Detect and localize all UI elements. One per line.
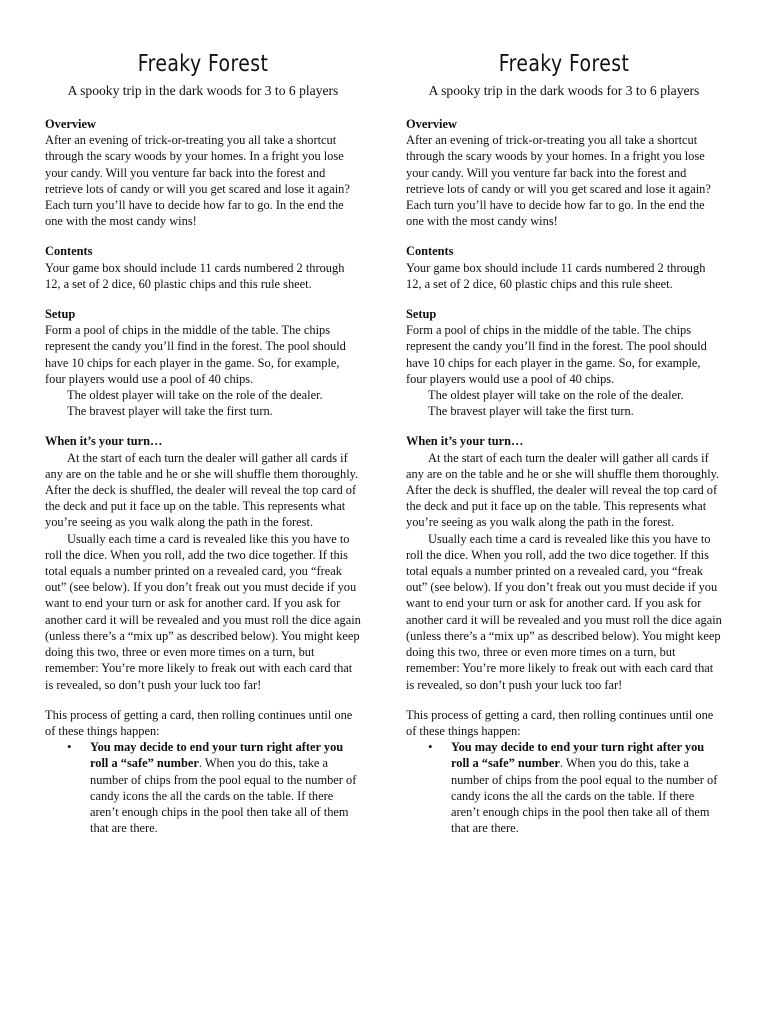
overview-heading: Overview <box>45 117 96 131</box>
turn-section <box>406 433 722 692</box>
setup-paragraph-pool: Form a pool of chips in the middle of the table. The chips represent the candy you’ll find in the forest. The pool should have 10 chips for each player in the game. So, for example, four players would use a pool of 40 chips. <box>406 323 707 386</box>
rules-column-right <box>406 48 722 836</box>
process-section <box>406 707 722 837</box>
setup-paragraph-pool: Form a pool of chips in the middle of the table. The chips represent the candy you’ll find in the forest. The pool should have 10 chips for each player in the game. So, for example, four players would use a pool of 40 chips. <box>45 323 346 386</box>
process-section <box>45 707 361 837</box>
setup-paragraph-first-turn: The bravest player will take the first turn. <box>428 404 634 419</box>
turn-heading: When it’s your turn… <box>45 434 163 449</box>
turn-paragraph-dice: Usually each time a card is revealed like this you have to roll the dice. When you roll, add the two dice together. If this total equals a number printed on a revealed card, you “freak out” (see below). If you don’t freak out you must decide if you want to end your turn or ask for another card. If you ask for another card it will be revealed and you must roll the dice again (unless there’s a “mix up” as described below). You might keep doing this two, three or even more times on a turn, but remember: You’re more likely to freak out with each card that is revealed, so don’t push your luck too far! <box>45 531 361 692</box>
overview-text: After an evening of trick-or-treating you all take a shortcut through the scary woods by your homes. In a fright you lose your candy. Will you venture far back into the forest and retrieve lots of candy or will you get scared and lose it again? Each turn you’ll have to decide how far to go. In the end the one with the most candy wins! <box>406 133 711 229</box>
rules-column-left <box>45 48 361 836</box>
setup-section <box>406 306 722 419</box>
contents-text: Your game box should include 11 cards numbered 2 through 12, a set of 2 dice, 60 plastic chips and this rule sheet. <box>45 260 345 291</box>
bullet-icon: • <box>428 739 433 755</box>
process-text: This process of getting a card, then rolling continues until one of these things happen: <box>45 707 353 738</box>
turn-paragraph-dice: Usually each time a card is revealed like this you have to roll the dice. When you roll, add the two dice together. If this total equals a number printed on a revealed card, you “freak out” (see below). If you don’t freak out you must decide if you want to end your turn or ask for another card. If you ask for another card it will be revealed and you must roll the dice again (unless there’s a “mix up” as described below). You might keep doing this two, three or even more times on a turn, but remember: You’re more likely to freak out with each card that is revealed, so don’t push your luck too far! <box>406 531 722 692</box>
setup-paragraph-dealer: The oldest player will take on the role of the dealer. <box>428 388 684 403</box>
bullet-bold-text: You may decide to end your turn right after you roll a “safe” number <box>90 740 344 771</box>
list-item <box>45 739 361 836</box>
list-item <box>406 739 722 836</box>
turn-section <box>45 433 361 692</box>
bullet-icon: • <box>67 739 72 755</box>
contents-section <box>45 243 361 292</box>
contents-text: Your game box should include 11 cards numbered 2 through 12, a set of 2 dice, 60 plastic chips and this rule sheet. <box>406 260 706 291</box>
setup-paragraph-dealer: The oldest player will take on the role of the dealer. <box>67 388 323 403</box>
setup-heading: Setup <box>406 307 437 322</box>
contents-section <box>406 243 722 292</box>
setup-heading: Setup <box>45 307 76 322</box>
game-title: Freaky Forest <box>498 51 630 77</box>
bullet-text: . When you do this, take a number of chips from the pool equal to the number of candy icons the all the cards on the table. If there aren’t enough chips in the pool then take all of them that are there. <box>90 756 357 836</box>
setup-paragraph-first-turn: The bravest player will take the first turn. <box>67 404 273 419</box>
overview-section <box>406 116 722 229</box>
bullet-bold-text: You may decide to end your turn right after you roll a “safe” number <box>451 740 705 771</box>
overview-heading: Overview <box>406 117 457 131</box>
game-title: Freaky Forest <box>137 51 269 77</box>
turn-heading: When it’s your turn… <box>406 434 524 449</box>
process-text: This process of getting a card, then rolling continues until one of these things happen: <box>406 707 714 738</box>
turn-paragraph-deck: At the start of each turn the dealer will gather all cards if any are on the table and he or she will shuffle them thoroughly. After the deck is shuffled, the dealer will reveal the top card of the deck and put it face up on the table. This represents what you’re seeing as you walk along the path in the forest. <box>45 450 359 530</box>
process-list <box>406 739 722 836</box>
contents-heading: Contents <box>45 244 93 259</box>
bullet-text: . When you do this, take a number of chips from the pool equal to the number of candy icons the all the cards on the table. If there aren’t enough chips in the pool then take all of them that are there. <box>451 756 718 836</box>
game-subtitle: A spooky trip in the dark woods for 3 to 6 players <box>67 83 339 98</box>
contents-heading: Contents <box>406 244 454 259</box>
turn-paragraph-deck: At the start of each turn the dealer will gather all cards if any are on the table and he or she will shuffle them thoroughly. After the deck is shuffled, the dealer will reveal the top card of the deck and put it face up on the table. This represents what you’re seeing as you walk along the path in the forest. <box>406 450 720 530</box>
overview-section <box>45 116 361 229</box>
overview-text: After an evening of trick-or-treating you all take a shortcut through the scary woods by your homes. In a fright you lose your candy. Will you venture far back into the forest and retrieve lots of candy or will you get scared and lose it again? Each turn you’ll have to decide how far to go. In the end the one with the most candy wins! <box>45 133 350 229</box>
setup-section <box>45 306 361 419</box>
process-list <box>45 739 361 836</box>
game-subtitle: A spooky trip in the dark woods for 3 to 6 players <box>428 83 700 98</box>
